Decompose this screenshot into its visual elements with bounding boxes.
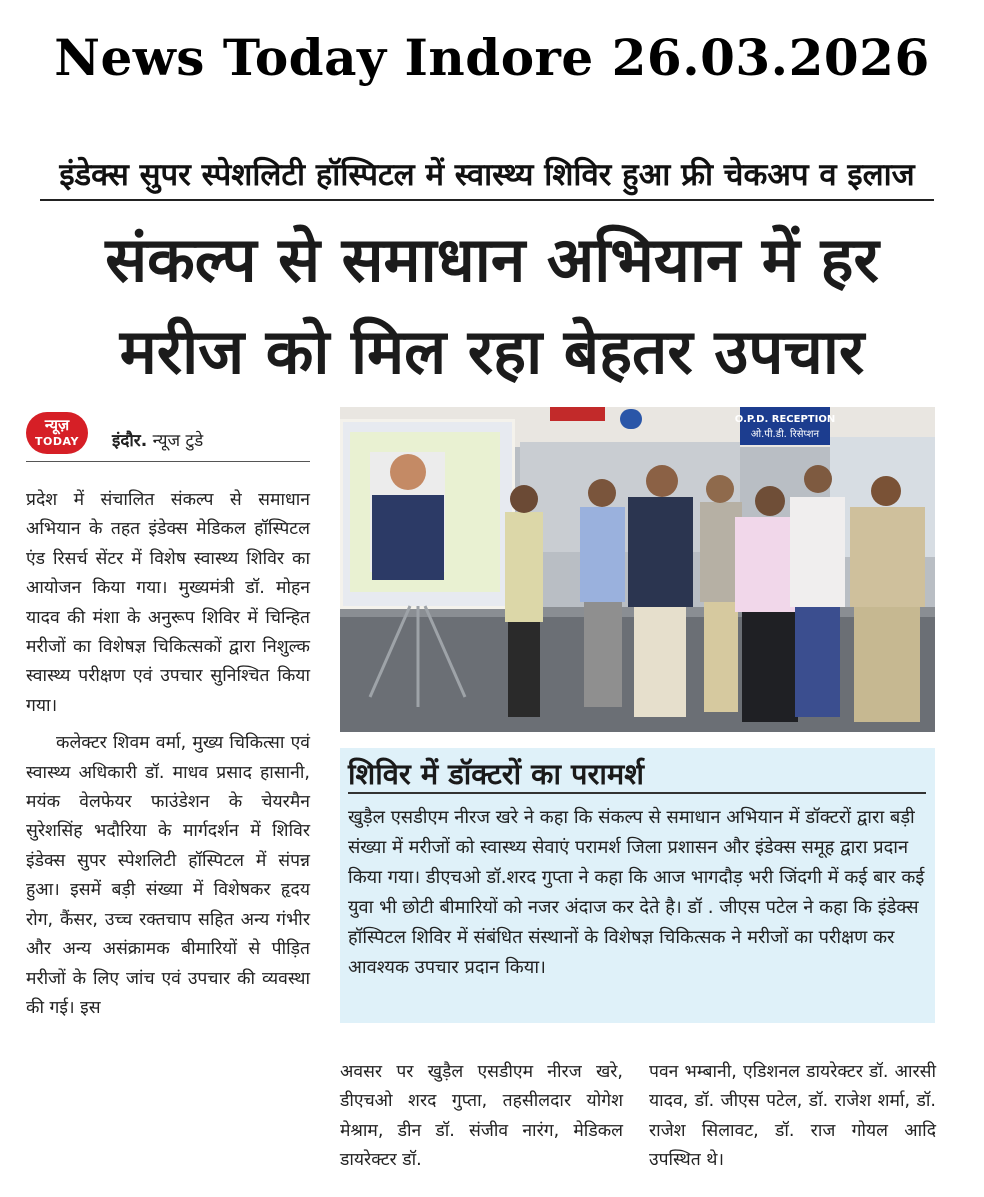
logo-text-english: TODAY <box>35 435 79 448</box>
dateline <box>112 428 203 451</box>
headline <box>20 214 964 398</box>
dateline-city: इंदौर. <box>112 431 148 451</box>
kicker-strapline: इंडेक्स सुपर स्पेशलिटी हॉस्पिटल में स्वास्थ्य शिविर हुआ फ्री चेकअप व इलाज <box>40 153 934 201</box>
sidebar-body: खुड़ैल एसडीएम नीरज खरे ने कहा कि संकल्प से समाधान अभियान में डॉक्टरों द्वारा बड़ी संख्या में मरीजों को स्वास्थ्य सेवाएं परामर्श जिला प्रशासन और इंडेक्स समूह द्वारा प्रदान किया गया। डीएचओ डॉ.शरद गुप्ता ने कहा कि आज भागदौड़ भरी जिंदगी में कई बार कई युवा भी छोटी बीमारियों को नजर अंदाज कर देते है। डॉ . जीएस पटेल ने कहा कि इंडेक्स हॉस्पिटल शिविर में संबंधित संस्थानों के विशेषज्ञ चिकित्सक ने मरीजों का परीक्षण कर आवश्यक उपचार प्रदान किया। <box>348 807 925 978</box>
masthead-title: News Today Indore 26.03.2026 <box>54 28 930 87</box>
story-paragraph-2: कलेक्टर शिवम वर्मा, मुख्य चिकित्सा एवं स्वास्थ्य अधिकारी डॉ. माधव प्रसाद हासानी, मयंक वेलफेयर फाउंडेशन के चेयरमैन सुरेशसिंह भदौरिया के मार्गदर्शन में शिविर इंडेक्स सुपर स्पेशलिटी हॉस्पिटल में संपन्न हुआ। इसमें बड़ी संख्या में विशेषकर हृदय रोग, कैंसर, उच्च रक्तचाप सहित अन्य गंभीर और अन्य असंक्रामक बीमारियों से पीड़ित मरीजों के लिए जांच एवं उपचार की व्यवस्था की गई। इस <box>26 733 310 1018</box>
sidebar-box <box>340 748 935 1023</box>
event-photo <box>340 407 935 732</box>
opd-sign-hindi: ओ.पी.डी. रिसेप्शन <box>750 429 820 440</box>
logo-text-hindi: न्यूज़ <box>44 416 70 434</box>
headline-line-1: संकल्प से समाधान अभियान में हर <box>105 223 879 296</box>
story-column-middle: अवसर पर खुड़ैल एसडीएम नीरज खरे, डीएचओ शरद गुप्ता, तहसीलदार योगेश मेश्राम, डीन डॉ. संजीव नारंग, मेडिकल डायरेक्टर डॉ. <box>340 1062 623 1171</box>
story-paragraph-1: प्रदेश में संचालित संकल्प से समाधान अभियान के तहत इंडेक्स मेडिकल हॉस्पिटल एंड रिसर्च सेंटर में विशेष स्वास्थ्य शिविर का आयोजन किया गया। मुख्यमंत्री डॉ. मोहन यादव की मंशा के अनुरूप शिविर में चिन्हित मरीजों का विशेषज्ञ चिकित्सकों द्वारा निशुल्क स्वास्थ्य परीक्षण एवं उपचार सुनिश्चित किया गया। <box>26 490 310 716</box>
sidebar-title: शिविर में डॉक्टरों का परामर्श <box>348 757 644 791</box>
event-photo-illustration <box>340 407 935 732</box>
story-column-right: पवन भम्बानी, एडिशनल डायरेक्टर डॉ. आरसी यादव, डॉ. जीएस पटेल, डॉ. राजेश शर्मा, डॉ. राजेश सिलावट, डॉ. राज गोयल आदि उपस्थित थे। <box>649 1062 936 1171</box>
dateline-rule <box>26 461 310 462</box>
headline-line-2: मरीज को मिल रहा बेहतर उपचार <box>119 315 865 388</box>
opd-sign: O.P.D. RECEPTION <box>734 414 836 425</box>
story-column-left <box>26 486 310 1023</box>
dateline-source: न्यूज टुडे <box>152 431 204 451</box>
sidebar-rule <box>348 792 926 794</box>
news-today-logo <box>26 412 88 454</box>
